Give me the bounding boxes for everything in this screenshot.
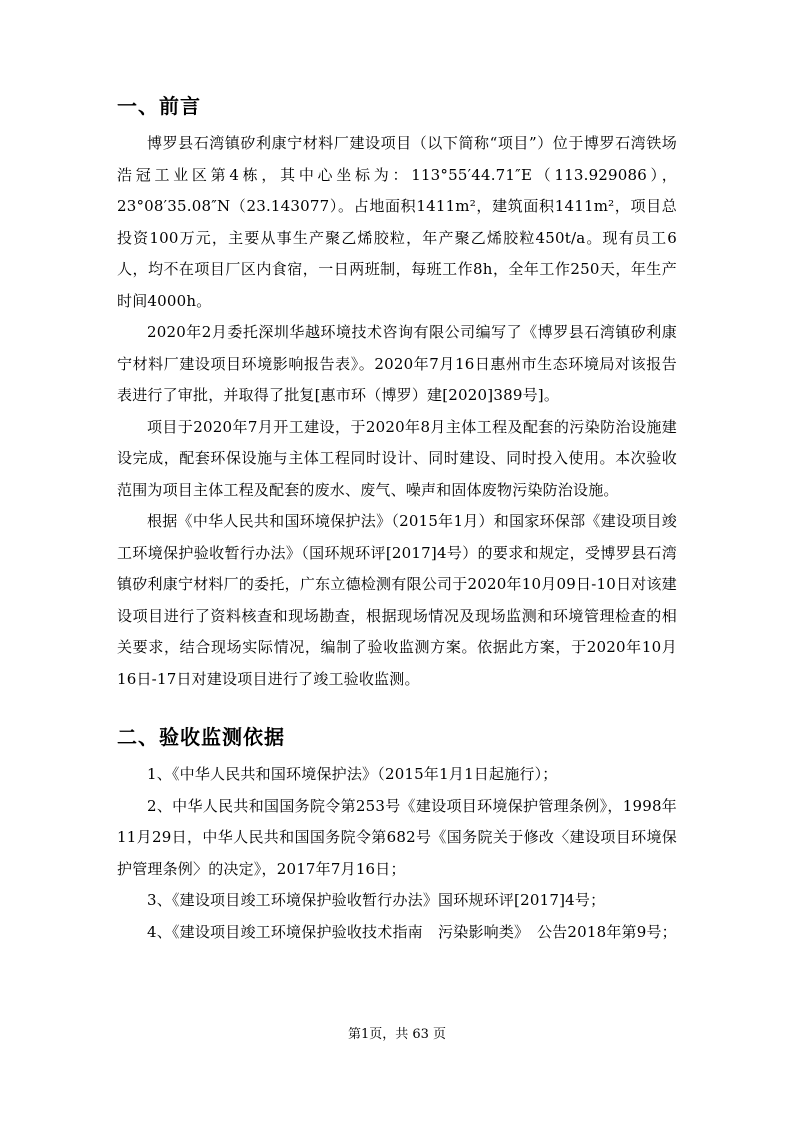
page-content	[117, 92, 677, 948]
basis-item-3: 3、《建设项目竣工环境保护验收暂行办法》国环规环评[2017]4号；	[147, 891, 606, 909]
paragraph-eia-report: 2020年2月委托深圳华越环境技术咨询有限公司编写了《博罗县石湾镇矽利康宁材料厂建设项目环境影响报告表》。2020年7月16日惠州市生态环境局对该报告表进行了审批，并取得了批复[惠市环（博罗）建[2020]389号]。	[117, 323, 677, 404]
basis-item-1: 1、《中华人民共和国环境保护法》（2015年1月1日起施行）；	[147, 765, 558, 783]
page-footer	[0, 1025, 794, 1045]
basis-item-2: 2、中华人民共和国国务院令第253号《建设项目环境保护管理条例》，1998年11月29日，中华人民共和国国务院令第682号《国务院关于修改〈建设项目环境保护管理条例〉的决定》，2017年7月16日；	[117, 796, 677, 878]
paragraph-project-overview: 博罗县石湾镇矽利康宁材料厂建设项目（以下简称“项目”）位于博罗石湾铁场浩冠工业区第4栋，其中心坐标为：113°55′44.71″E（113.929086），23°08′35.08″N（23.143077）。占地面积1411m²，建筑面积1411m²，项目总投资100万元，主要从事生产聚乙烯胶粒，年产聚乙烯胶粒450t/a。现有员工6人，均不在项目厂区内食宿，一日两班制，每班工作8h，全年工作250天，年生产时间4000h。	[117, 134, 677, 310]
paragraph-construction: 项目于2020年7月开工建设，于2020年8月主体工程及配套的污染防治设施建设完成，配套环保设施与主体工程同时设计、同时建设、同时投入使用。本次验收范围为项目主体工程及配套的废水、废气、噪声和固体废物污染防治设施。	[117, 417, 677, 499]
basis-item-4: 4、《建设项目竣工环境保护验收技术指南 污染影响类》 公告2018年第9号；	[147, 922, 677, 941]
section-title-monitoring-basis: 二、验收监测依据	[117, 725, 285, 749]
section-title-preface: 一、前言	[117, 94, 201, 118]
page-number-label: 第1页，共 63 页	[347, 1027, 447, 1042]
paragraph-acceptance-monitoring: 根据《中华人民共和国环境保护法》（2015年1月）和国家环保部《建设项目竣工环境保护验收暂行办法》（国环规环评[2017]4号）的要求和规定，受博罗县石湾镇矽利康宁材料厂的委托，广东立德检测有限公司于2020年10月09日-10日对该建设项目进行了资料核查和现场勘查，根据现场情况及现场监测和环境管理检查的相关要求，结合现场实际情况，编制了验收监测方案。依据此方案，于2020年10月16日-17日对建设项目进行了竣工验收监测。	[117, 512, 677, 688]
